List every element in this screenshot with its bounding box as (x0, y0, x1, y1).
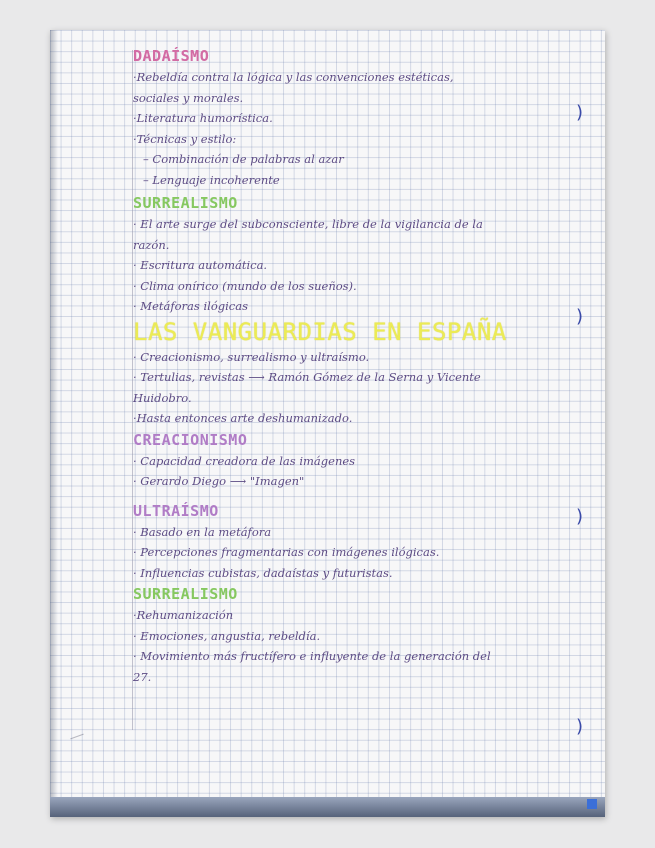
section-heading: ULTRAÍSMO (133, 501, 219, 520)
binder-hole-mark: ) (575, 306, 583, 327)
note-line: · Basado en la metáfora (133, 524, 272, 539)
notes-content (133, 45, 553, 687)
section-surrealismo (133, 192, 553, 317)
note-subline: – Lenguaje incoherente (143, 172, 280, 187)
note-line: ·Técnicas y estilo: (133, 131, 237, 146)
note-line: · Influencias cubistas, dadaístas y futuristas. (133, 565, 393, 580)
note-line: 27. (133, 669, 152, 684)
section-vanguardias-espana (133, 317, 553, 429)
note-line: sociales y morales. (133, 90, 244, 105)
note-line: ·Literatura humorística. (133, 111, 273, 125)
note-subline: – Combinación de palabras al azar (143, 152, 344, 166)
binder-hole-mark: ) (575, 506, 583, 527)
note-line: ·Rehumanización (133, 608, 234, 622)
note-line: · El arte surge del subconsciente, libre de la vigilancia de la (133, 217, 483, 231)
note-line: · Clima onírico (mundo de los sueños). (133, 278, 357, 293)
note-line: · Creacionismo, surrealismo y ultraísmo. (133, 349, 370, 364)
binder-hole-mark: ) (575, 716, 583, 737)
note-line: ·Rebeldía contra la lógica y las convenciones estéticas, (133, 70, 454, 84)
pencil-mark (70, 734, 83, 740)
section-heading: SURREALISMO (133, 194, 238, 212)
page-shadow (50, 30, 58, 817)
section-dadaismo (133, 45, 553, 190)
section-heading: SURREALISMO (133, 585, 238, 603)
section-surrealismo-2 (133, 583, 553, 687)
page-bottom-edge (50, 797, 605, 817)
note-line: ·Hasta entonces arte deshumanizado. (133, 411, 353, 425)
note-line: · Tertulias, revistas ⟶ Ramón Gómez de la Serna y Vicente (133, 370, 481, 384)
binder-hole-mark: ) (575, 102, 583, 123)
section-ultraismo (133, 500, 553, 584)
note-line: · Metáforas ilógicas (133, 299, 248, 313)
section-heading: DADAÍSMO (133, 47, 210, 65)
corner-tab (587, 799, 597, 809)
note-line: · Escritura automática. (133, 258, 268, 272)
note-line: · Emociones, angustia, rebeldía. (133, 628, 321, 643)
note-line: razón. (133, 237, 170, 252)
notebook-page (50, 30, 605, 817)
section-creacionismo (133, 429, 553, 492)
note-line: · Capacidad creadora de las imágenes (133, 453, 356, 468)
note-line: · Gerardo Diego ⟶ "Imagen" (133, 474, 305, 488)
section-heading: CREACIONISMO (133, 430, 248, 449)
note-line: · Percepciones fragmentarias con imágenes ilógicas. (133, 545, 440, 559)
note-line: Huidobro. (133, 390, 192, 405)
note-line: · Movimiento más fructífero e influyente de la generación del (133, 649, 491, 663)
section-title: LAS VANGUARDIAS EN ESPAÑA (133, 317, 507, 346)
